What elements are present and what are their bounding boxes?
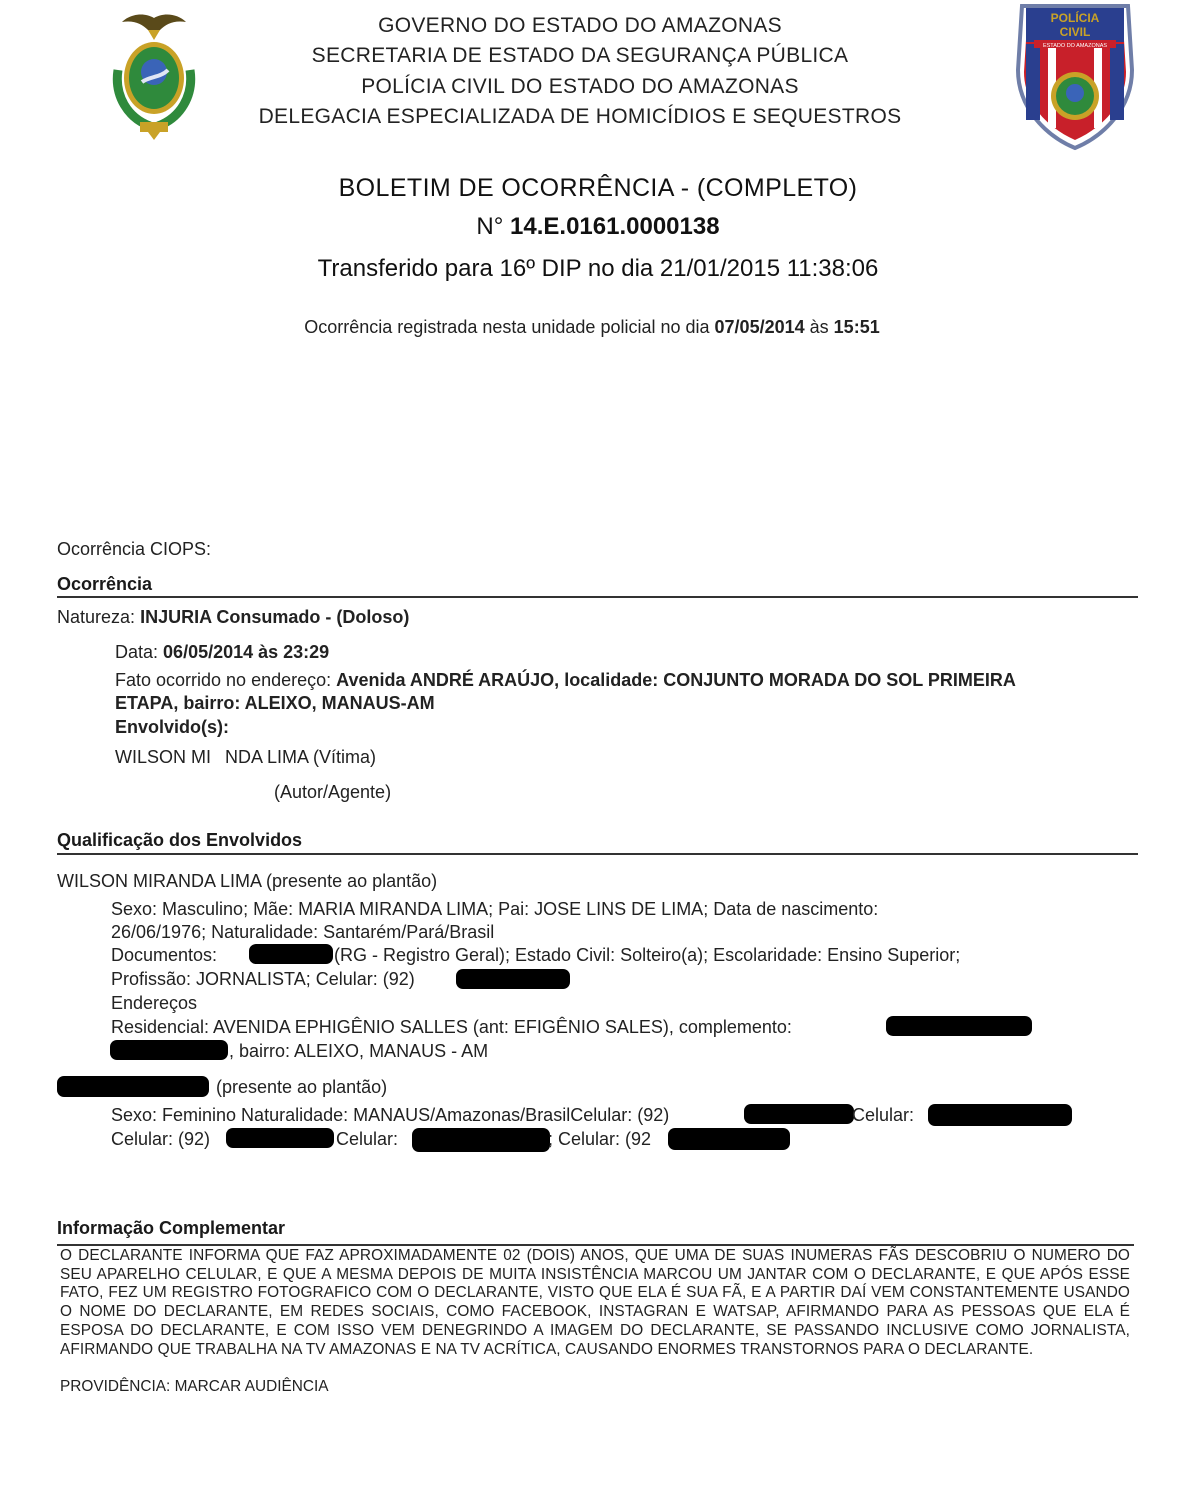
report-title: BOLETIM DE OCORRÊNCIA - (COMPLETO) — [338, 174, 858, 202]
badge-text-civil: CIVIL — [1059, 25, 1091, 39]
report-number-prefix: N° — [476, 213, 504, 240]
date-value: 06/05/2014 às 23:29 — [163, 642, 330, 662]
victim-line — [115, 747, 376, 768]
redaction-phone — [226, 1128, 334, 1148]
person1-line-7: , bairro: ALEIXO, MANAUS - AM — [229, 1041, 489, 1061]
complementary-section-title: Informação Complementar — [57, 1218, 286, 1238]
header-delegacy: DELEGACIA ESPECIALIZADA DE HOMICÍDIOS E SEQUESTROS — [258, 105, 902, 128]
redaction-phone — [412, 1128, 550, 1152]
person1-line-3a: Documentos: — [111, 945, 218, 965]
section-divider — [57, 853, 1138, 855]
address-value-2: ETAPA, bairro: ALEIXO, MANAUS-AM — [115, 693, 435, 713]
section-divider — [57, 1244, 1134, 1246]
redaction-phone — [928, 1104, 1072, 1126]
redaction-document — [249, 944, 333, 964]
address-label: Fato ocorrido no endereço: — [115, 670, 332, 690]
author-role: (Autor/Agente) — [274, 782, 392, 802]
person1-line-4: Profissão: JORNALISTA; Celular: (92) — [111, 969, 415, 989]
person2-line-2c: ; Celular: (92 — [548, 1129, 652, 1149]
redaction-person2-name — [57, 1076, 209, 1097]
header-government: GOVERNO DO ESTADO DO AMAZONAS — [378, 14, 782, 37]
report-number: 14.E.0161.0000138 — [510, 213, 720, 240]
person1-name: WILSON MIRANDA LIMA (presente ao plantão) — [57, 871, 438, 891]
person2-line-2b: Celular: — [336, 1129, 399, 1149]
date-line — [115, 642, 329, 663]
person2-name: (presente ao plantão) — [216, 1077, 388, 1097]
qualification-section-title: Qualificação dos Envolvidos — [57, 830, 303, 850]
registered-time: 15:51 — [833, 317, 880, 337]
involved-label: Envolvido(s): — [115, 717, 230, 737]
person1-line-3b: (RG - Registro Geral); Estado Civil: Solteiro(a); Escolaridade: Ensino Superior; — [334, 945, 961, 965]
redaction-phone — [456, 969, 570, 989]
nature-value: INJURIA Consumado - (Doloso) — [140, 607, 410, 627]
ciops-label: Ocorrência CIOPS: — [57, 539, 212, 559]
policia-civil-badge-icon — [1012, 0, 1138, 152]
person1-line-6: Residencial: AVENIDA EPHIGÊNIO SALLES (ant: EFIGÊNIO SALES), complemento: — [111, 1017, 792, 1037]
section-divider — [57, 596, 1138, 598]
person2-line-1a: Sexo: Feminino Naturalidade: MANAUS/Amazonas/BrasilCelular: (92) — [111, 1105, 670, 1125]
victim-name-a: WILSON MI — [115, 747, 212, 767]
providence-text: PROVIDÊNCIA: MARCAR AUDIÊNCIA — [60, 1378, 329, 1395]
person1-line-1: Sexo: Masculino; Mãe: MARIA MIRANDA LIMA; Pai: JOSE LINS DE LIMA; Data de nascimento: — [111, 899, 879, 919]
person1-line-5: Endereços — [111, 993, 198, 1013]
badge-ribbon-text: ESTADO DO AMAZONAS — [1042, 43, 1108, 49]
redaction-phone — [668, 1128, 790, 1150]
registered-at: às — [809, 317, 829, 337]
header-police: POLÍCIA CIVIL DO ESTADO DO AMAZONAS — [361, 75, 799, 98]
header-secretariat: SECRETARIA DE ESTADO DA SEGURANÇA PÚBLICA — [311, 44, 849, 67]
registered-prefix: Ocorrência registrada nesta unidade policial no dia — [304, 317, 710, 337]
redaction-complement-2 — [110, 1040, 228, 1060]
report-number-line — [0, 213, 1196, 241]
occurrence-section-title: Ocorrência — [57, 574, 153, 594]
nature-label: Natureza: — [57, 607, 136, 627]
victim-name-b: NDA LIMA (Vítima) — [225, 747, 377, 767]
date-label: Data: — [115, 642, 159, 662]
person2-line-2a: Celular: (92) — [111, 1129, 211, 1149]
address-value-1: Avenida ANDRÉ ARAÚJO, localidade: CONJUNTO MORADA DO SOL PRIMEIRA — [336, 670, 1016, 690]
person2-line-1b: Celular: — [852, 1105, 915, 1125]
badge-text-policia: POLÍCIA — [1050, 11, 1100, 25]
registered-info — [0, 317, 1184, 338]
nature-line — [57, 607, 409, 628]
redaction-phone — [744, 1104, 854, 1124]
person1-line-2: 26/06/1976; Naturalidade: Santarém/Pará/Brasil — [111, 922, 495, 942]
registered-date: 07/05/2014 — [714, 317, 805, 337]
complementary-text: O DECLARANTE INFORMA QUE FAZ APROXIMADAMENTE 02 (DOIS) ANOS, QUE UMA DE SUAS INUMERAS FÃS DESCOBRIU O NUMERO DO SEU APARELHO CELULAR, E QUE A MESMA DEPOIS DE MUITA INSISTÊNCIA MARCOU UM JANTAR COM O DECLARANTE, E QUE APÓS ESSE FATO, FEZ UM REGISTRO FOTOGRAFICO COM O DECLARANTE, VISTO QUE ELA É SUA FÃ, E A PARTIR DAÍ VEM CONSTANTEMENTE USANDO O NOME DO DECLARANTE, EM REDES SOCIAIS, COMO FACEBOOK, INSTAGRAN E WATSAP, AFIRMANDO PARA AS PESSOAS QUE ELA É ESPOSA DO DECLARANTE, E COM ISSO VEM DENEGRINDO A IMAGEM DO DECLARANTE, SE PASSANDO INCLUSIVE COMO JORNALISTA, AFIRMANDO QUE TRABALHA NA TV AMAZONAS E NA TV ACRÍTICA, CAUSANDO ENORMES TRANSTORNOS PARA O DECLARANTE. — [60, 1247, 1130, 1358]
address-line-1 — [115, 670, 1016, 691]
redaction-complement — [886, 1016, 1032, 1036]
transfer-info: Transferido para 16º DIP no dia 21/01/2015 11:38:06 — [317, 255, 879, 282]
